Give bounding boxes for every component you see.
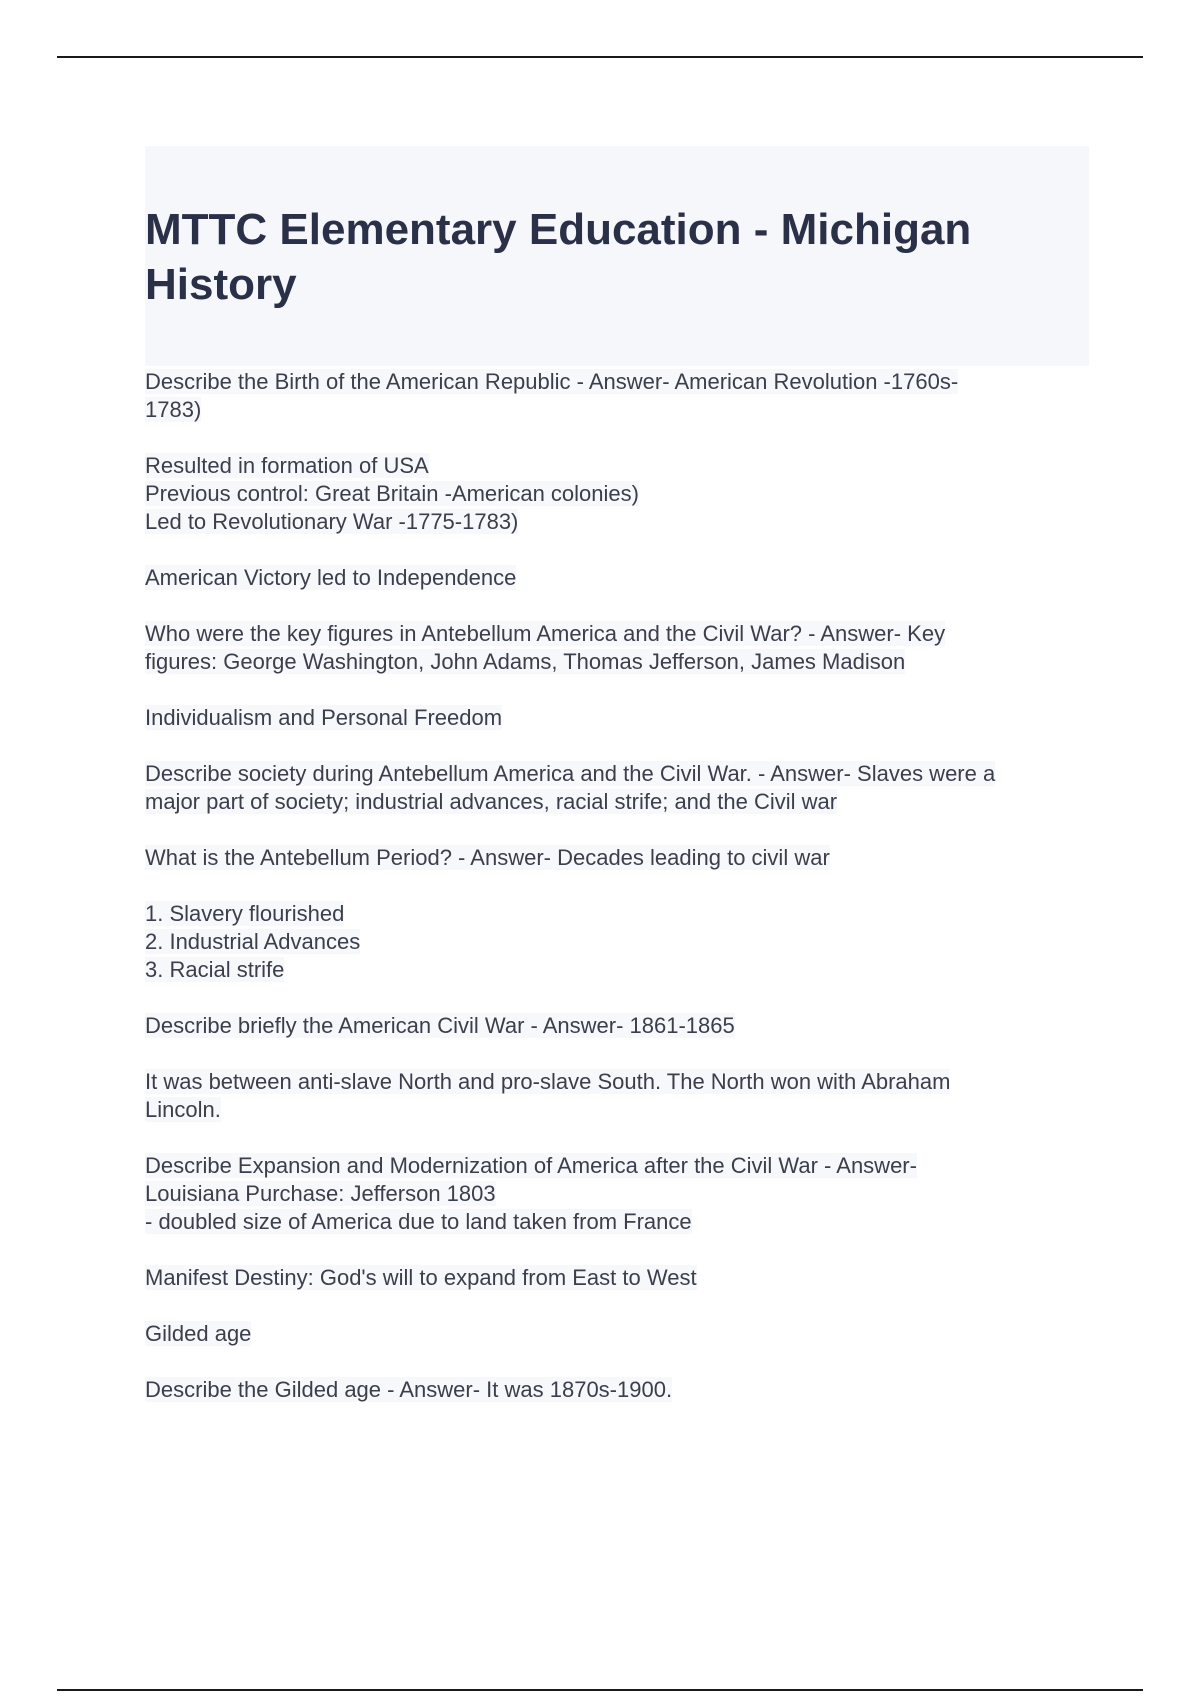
bottom-rule [57,1689,1143,1691]
text-line: Describe briefly the American Civil War - Answer- 1861-1865 [145,1013,735,1038]
paragraph-3 [145,564,1095,592]
paragraph-11 [145,1152,1095,1236]
text-line: Manifest Destiny: God's will to expand from East to West [145,1265,697,1290]
top-rule [57,56,1143,58]
text-line: Previous control: Great Britain -American colonies) [145,481,639,506]
paragraph-1 [145,368,1095,424]
list-item: 2. Industrial Advances [145,929,361,954]
text-line: major part of society; industrial advances, racial strife; and the Civil war [145,789,838,814]
text-line: American Victory led to Independence [145,565,517,590]
paragraph-10 [145,1068,1095,1124]
text-line: Led to Revolutionary War -1775-1783) [145,509,519,534]
text-line: - doubled size of America due to land taken from France [145,1209,692,1234]
paragraph-4 [145,620,1095,676]
text-line: Gilded age [145,1321,252,1346]
text-line: figures: George Washington, John Adams, Thomas Jefferson, James Madison [145,649,906,674]
text-line: 1783) [145,397,202,422]
paragraph-9 [145,1012,1095,1040]
document-title: MTTC Elementary Education - Michigan History [145,205,972,309]
document-body [145,368,1095,1432]
text-line: What is the Antebellum Period? - Answer- Decades leading to civil war [145,845,830,870]
text-line: Describe society during Antebellum America and the Civil War. - Answer- Slaves were a [145,761,996,786]
paragraph-5 [145,704,1095,732]
paragraph-8 [145,900,1095,984]
paragraph-2 [145,452,1095,536]
paragraph-12 [145,1264,1095,1292]
text-line: Louisiana Purchase: Jefferson 1803 [145,1181,496,1206]
text-line: It was between anti-slave North and pro-slave South. The North won with Abraham [145,1069,951,1094]
text-line: Describe Expansion and Modernization of America after the Civil War - Answer- [145,1153,917,1178]
paragraph-7 [145,844,1095,872]
list-item: 1. Slavery flourished [145,901,345,926]
text-line: Resulted in formation of USA [145,453,429,478]
text-line: Lincoln. [145,1097,221,1122]
paragraph-14 [145,1376,1095,1404]
paragraph-13 [145,1320,1095,1348]
text-line: Individualism and Personal Freedom [145,705,503,730]
text-line: Who were the key figures in Antebellum America and the Civil War? - Answer- Key [145,621,946,646]
text-line: Describe the Gilded age - Answer- It was 1870s-1900. [145,1377,673,1402]
list-item: 3. Racial strife [145,957,285,982]
text-line: Describe the Birth of the American Republic - Answer- American Revolution -1760s- [145,369,959,394]
paragraph-6 [145,760,1095,816]
